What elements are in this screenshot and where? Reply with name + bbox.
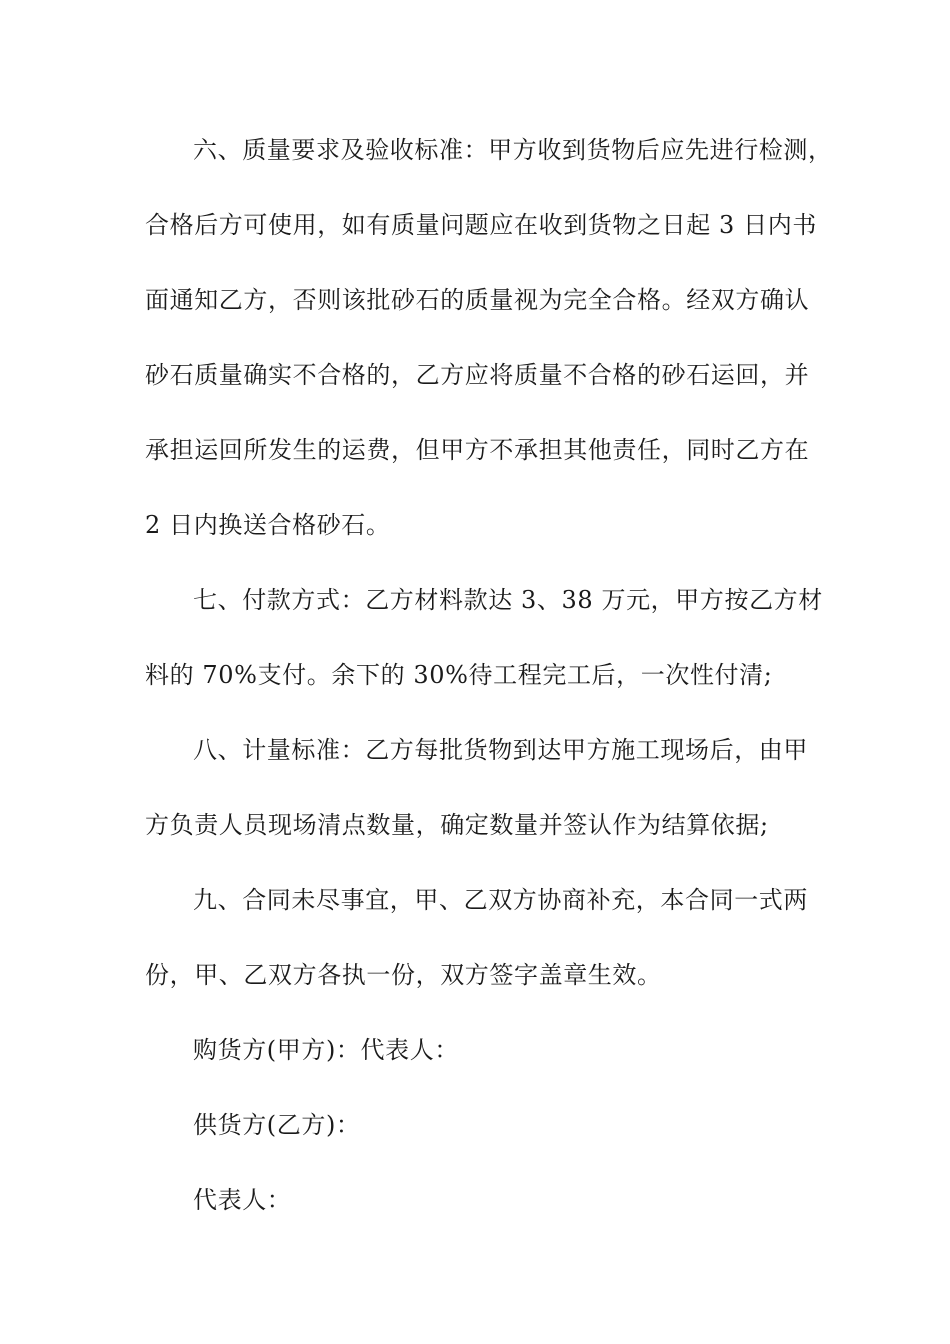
clause-6-line-5: 承担运回所发生的运费，但甲方不承担其他责任，同时乙方在 (145, 436, 810, 464)
clause-6-line-6: 2 日内换送合格砂石。 (145, 511, 391, 539)
clause-6-line-1: 六、质量要求及验收标准：甲方收到货物后应先进行检测， (193, 136, 833, 164)
buyer-signature-line: 购货方(甲方)：代表人： (193, 1036, 459, 1064)
clause-9-line-2: 份，甲、乙双方各执一份，双方签字盖章生效。 (145, 961, 662, 989)
clause-7-line-1: 七、付款方式：乙方材料款达 3、38 万元，甲方按乙方材 (193, 586, 823, 614)
clause-7-line-2: 料的 70%支付。余下的 30%待工程完工后，一次性付清; (145, 661, 773, 689)
clause-8-line-2: 方负责人员现场清点数量，确定数量并签认作为结算依据; (145, 811, 769, 839)
representative-line: 代表人： (193, 1186, 292, 1214)
clause-6-line-2: 合格后方可使用，如有质量问题应在收到货物之日起 3 日内书 (145, 211, 817, 239)
clause-6-line-4: 砂石质量确实不合格的，乙方应将质量不合格的砂石运回，并 (145, 361, 810, 389)
clause-9-line-1: 九、合同未尽事宜，甲、乙双方协商补充，本合同一式两 (193, 886, 808, 914)
supplier-line: 供货方(乙方)： (193, 1111, 361, 1139)
clause-6-line-3: 面通知乙方，否则该批砂石的质量视为完全合格。经双方确认 (145, 286, 810, 314)
clause-8-line-1: 八、计量标准：乙方每批货物到达甲方施工现场后，由甲 (193, 736, 808, 764)
